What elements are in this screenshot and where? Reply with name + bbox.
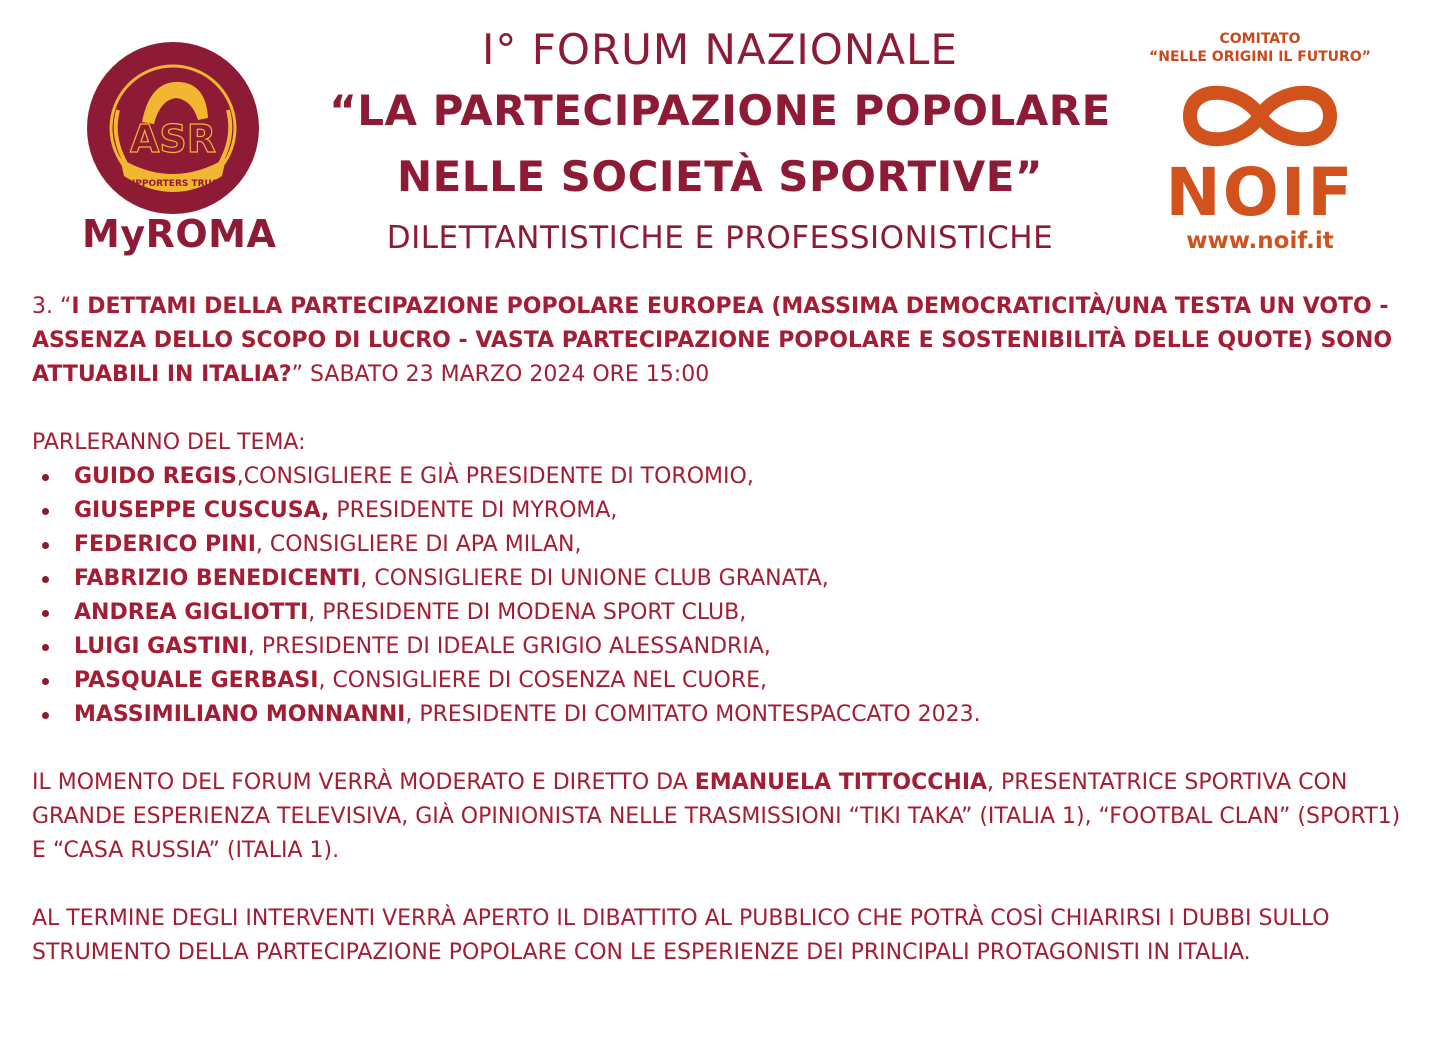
topic-question: I DETTAMI DELLA PARTECIPAZIONE POPOLARE EUROPEA (MASSIMA DEMOCRATICITÀ/UNA TESTA UN VOTO - ASSENZA DELLO SCOPO DI LUCRO - VASTA PARTECIPAZIONE POPOLARE E SOSTENIBILITÀ DELLE QUOTE) SONO ATTUABILI IN ITALIA? — [32, 294, 1393, 387]
speakers-intro: PARLERANNO DEL TEMA: — [32, 430, 306, 455]
comitato-line-2: “NELLE ORIGINI IL FUTURO” — [1149, 49, 1371, 65]
header — [0, 0, 1440, 280]
speaker-name: PASQUALE GERBASI — [74, 668, 319, 693]
list-item — [32, 528, 1412, 562]
speaker-name: LUIGI GASTINI — [74, 634, 248, 659]
list-item — [32, 460, 1412, 494]
list-item — [32, 562, 1412, 596]
asr-emblem-text: ASR — [129, 117, 217, 161]
moderator-paragraph — [32, 766, 1412, 868]
list-item — [32, 630, 1412, 664]
title-line-4: DILETTANTISTICHE E PROFESSIONISTICHE — [386, 220, 1054, 256]
title-line-3: NELLE SOCIETÀ SPORTIVE” — [396, 152, 1044, 201]
speaker-role: , PRESIDENTE DI MODENA SPORT CLUB, — [308, 600, 747, 625]
document-body — [32, 290, 1412, 970]
speaker-role: PRESIDENTE DI MYROMA, — [329, 498, 618, 523]
speaker-role: , PRESIDENTE DI COMITATO MONTESPACCATO 2023. — [405, 702, 981, 727]
list-item — [32, 494, 1412, 528]
speaker-name: ANDREA GIGLIOTTI — [74, 600, 309, 625]
noif-logo — [1130, 30, 1390, 270]
speaker-name: FEDERICO PINI — [74, 532, 256, 557]
speaker-list — [32, 460, 1412, 732]
list-item — [32, 596, 1412, 630]
title-line-2: “LA PARTECIPAZIONE POPOLARE — [329, 86, 1111, 135]
moderator-after: , PRESENTATRICE SPORTIVA CON GRANDE ESPERIENZA TELEVISIVA, GIÀ OPINIONISTA NELLE TRASMISSIONI “TIKI TAKA” (ITALIA 1), “FOOTBAL CLAN” (SPORT1) E “CASA RUSSIA” (ITALIA 1). — [32, 770, 1401, 863]
speaker-name: GIUSEPPE CUSCUSA, — [74, 498, 330, 523]
comitato-line-1: COMITATO — [1219, 31, 1301, 47]
moderator-before: IL MOMENTO DEL FORUM VERRÀ MODERATO E DIRETTO DA — [32, 770, 695, 795]
infinity-icon — [1170, 76, 1350, 161]
list-item — [32, 698, 1412, 732]
closing-paragraph: AL TERMINE DEGLI INTERVENTI VERRÀ APERTO IL DIBATTITO AL PUBBLICO CHE POTRÀ COSÌ CHIARIRSI I DUBBI SULLO STRUMENTO DELLA PARTECIPAZIONE POPOLARE CON LE ESPERIENZE DEI PRINCIPALI PROTAGONISTI IN ITALIA. — [32, 906, 1330, 965]
topic-close-quote: ” — [291, 362, 304, 387]
speaker-role: , CONSIGLIERE DI APA MILAN, — [255, 532, 582, 557]
speaker-role: , CONSIGLIERE DI UNIONE CLUB GRANATA, — [360, 566, 829, 591]
speaker-name: MASSIMILIANO MONNANNI — [74, 702, 406, 727]
asr-emblem-icon — [80, 40, 270, 215]
speaker-role: , PRESIDENTE DI IDEALE GRIGIO ALESSANDRIA, — [247, 634, 771, 659]
asr-ring-text: SUPPORTERS TRUST — [121, 179, 225, 189]
noif-url: www.noif.it — [1186, 228, 1334, 254]
list-item — [32, 664, 1412, 698]
topic-date: SABATO 23 MARZO 2024 ORE 15:00 — [303, 362, 710, 387]
topic-paragraph — [32, 290, 1412, 392]
moderator-name: EMANUELA TITTOCCHIA — [694, 770, 988, 795]
forum-title — [300, 22, 1140, 264]
speaker-name: FABRIZIO BENEDICENTI — [74, 566, 361, 591]
speaker-role: ,CONSIGLIERE E GIÀ PRESIDENTE DI TOROMIO, — [236, 464, 754, 489]
topic-prefix: 3. “ — [32, 294, 72, 319]
speaker-name: GUIDO REGIS — [74, 464, 237, 489]
noif-wordmark: NOIF — [1165, 154, 1355, 231]
title-line-1: I° FORUM NAZIONALE — [482, 25, 958, 74]
myroma-wordmark: MyROMA — [82, 212, 277, 256]
speaker-role: , CONSIGLIERE DI COSENZA NEL CUORE, — [318, 668, 768, 693]
